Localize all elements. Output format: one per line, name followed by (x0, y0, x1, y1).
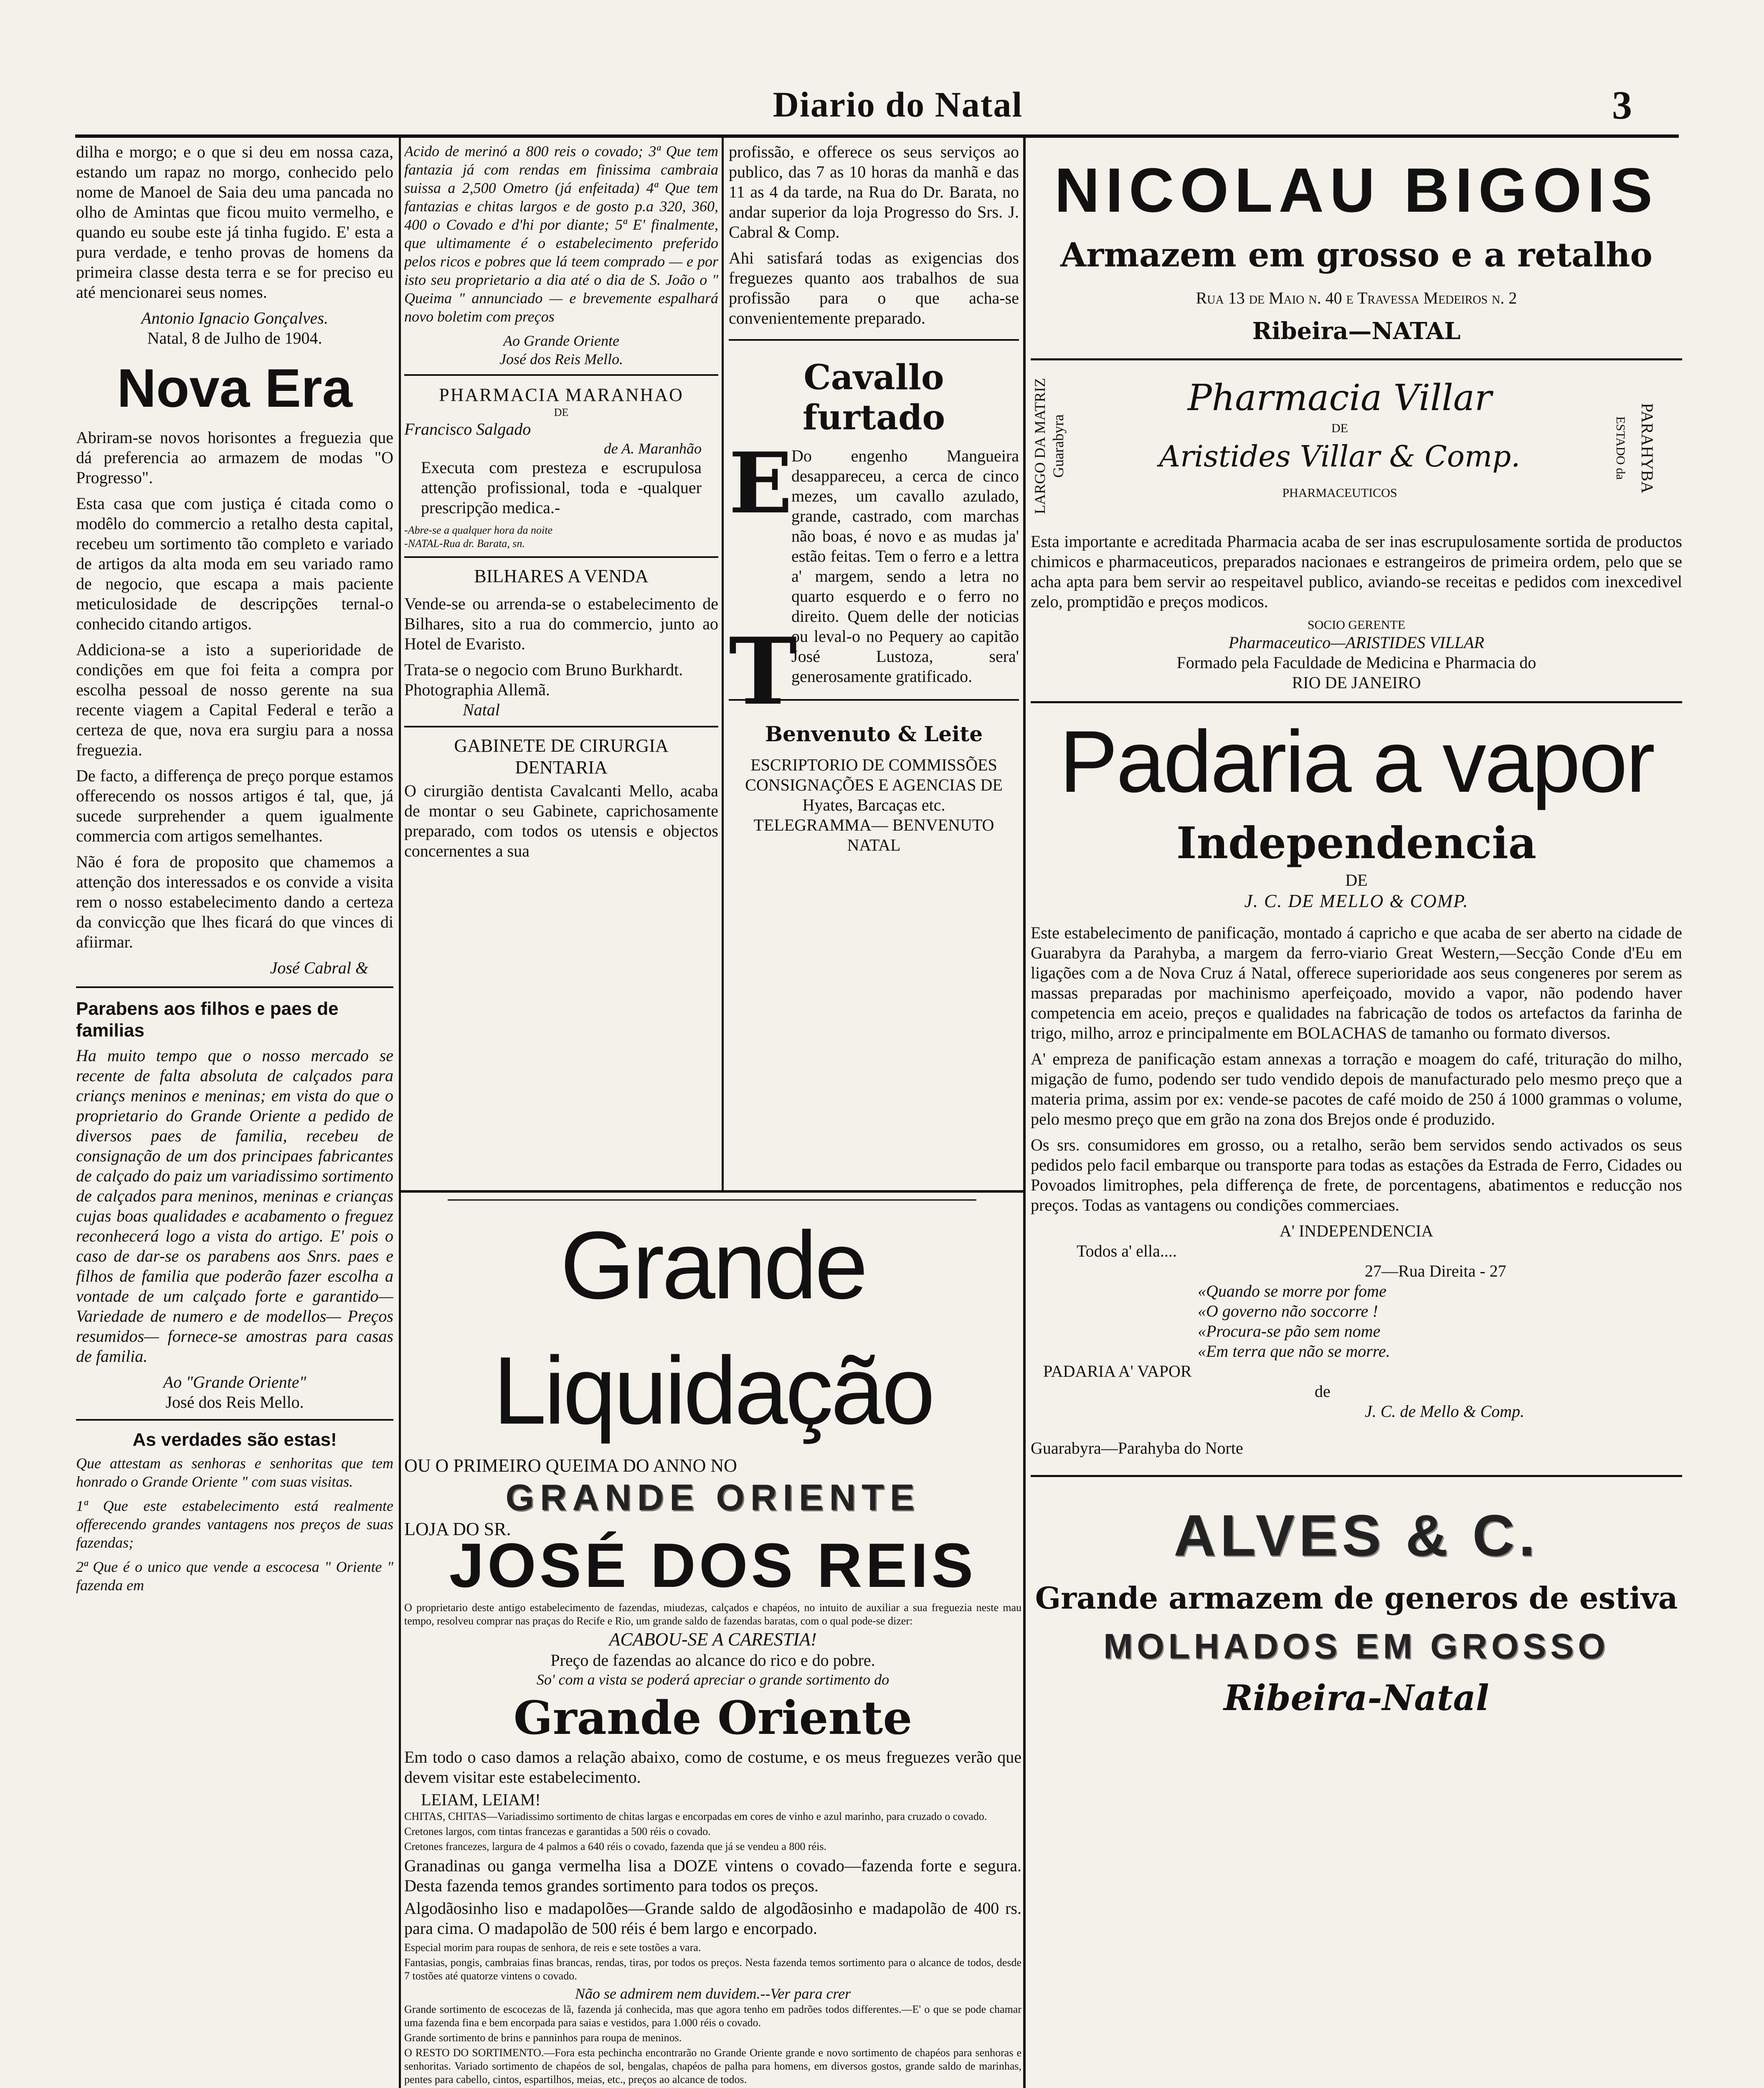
bilhares-photographia: Photographia Allemã. (404, 680, 550, 699)
padaria-owner: J. C. DE MELLO & COMP. (1244, 891, 1469, 911)
pharmacia-owner: Francisco Salgado (404, 420, 531, 438)
verdades-p2: 1ª Que este estabelecimento está realmente offerecendo grandes vantagens nos preços de suas fazendas; (76, 1498, 393, 1551)
nova-era-p4: De facto, a differença de preço porque estamos offerecendo os nossos artigos é tal, que, já sucede surprehender a quem igualmente commercia com artigos semelhantes. (76, 766, 393, 845)
villar-formado: Formado pela Faculdade de Medicina e Pharmacia do (1176, 653, 1536, 672)
padaria-p2: A' empreza de panificação estam annexas a torração e moagem do café, trituração do milho, migação de fumo, podendo ser tudo vendido depois de manufacturado pelo mesmo preço que a materia prima, assim por ex: vende-se pacotes de café moido de 250 á 1000 grammas o volume, pelo mesmo preço que em grão na zona dos Brejos onde é produzido. (1031, 1049, 1682, 1128)
bilhares-city: Natal (463, 700, 500, 719)
pharmacia-title: PHARMACIA MARANHAO (439, 385, 684, 405)
liquidacao-line-2: Preço de fazendas ao alcance do rico e do pobre. (550, 1651, 875, 1670)
escocezas: Grande sortimento de escocezas de lã, fazenda já conhecida, mas que agora tenho em padrões todos differentes.—E' o que se pode chamar uma fazenda fina e bem encorpada para saias e vestidos, para 1.000 réis o covado. (404, 2003, 1021, 2029)
bilhares-body-2: Trata-se o negocio com Bruno Burkhardt. (404, 660, 683, 679)
liquidacao-slogan: ACABOU-SE A CARESTIA! (609, 1629, 817, 1650)
owner-banner: JOSÉ DOS REIS (449, 1530, 977, 1600)
nova-era-p5: Não é fora de proposito que chamemos a attenção dos interessados e os convide a visita rem o nosso estabelecimento dando a certeza da convicção que lhes ficará do que vinces di afiirmar. (76, 852, 393, 951)
padaria-p1: Este estabelecimento de panificação, montado á capricho e que acaba de ser aberto na cidade de Guarabyra da Parahyba, a margem da ferro-viario Great Western,—Secção Conde d'Eu em ligações com a de Nova Cruz á Natal, offerece superioridade aos seus congeneres por serem as massas preparadas por machinismo aperfeiçoado, movido a vapor, não podendo haver competencia em aceio, preços e qualidades na fabricação de todos os artefactos da farinha de trigo, milho, arroz e principalmente em BOLACHAS de tamanho ou formato diversos. (1031, 923, 1682, 1042)
divider (1031, 358, 1682, 360)
verdades-title: As verdades são estas! (132, 1429, 337, 1450)
nova-era-p3: Addiciona-se a isto a superioridade de condições em que foi feita a compra por escolha pessoal de nosso gerente na sua recente viagem a Capital Federal e terão a certeza de que, nova era surgiu para a nossa freguezia. (76, 640, 393, 759)
villar-socio: SOCIO GERENTE (1307, 618, 1406, 632)
nova-era-signature: José Cabral & (270, 958, 368, 977)
bigois-subtitle: Armazem em grosso e a retalho (1060, 235, 1652, 274)
villar-title: Pharmacia Villar (1187, 377, 1492, 419)
bigois-title: NICOLAU BIGOIS (1054, 155, 1659, 225)
oriente-list: Acido de merinó a 800 reis o covado; 3ª Que tem fantazia já com rendas em finissima cambraia suissa a 2,500 Ometro (já enfeitada) 4ª Que tem fantazias e chitas largos e de gosto p.a 320, 360, 400 o Covado e d'hi por diante; 5ª E' finalmente, que ultimamente é o estabelecimento preferido pelos ricos e pobres que lá teem comprado — e por isto seu proprietario a dia até o dia de S. João o " Queima " annunciado — e brevemente espalhará novo boletim com preços (404, 143, 718, 325)
algodao: Algodãosinho liso e madapolões—Grande saldo de algodãosinho e madapolão de 400 rs. para cima. O madapolão de 500 réis é bem largo e encorpado. (404, 1899, 1021, 1938)
liquidacao-ad (404, 1203, 1021, 2088)
padaria-city: Guarabyra—Parahyba do Norte (1031, 1439, 1243, 1457)
verdades-p1: Que attestam as senhoras e senhoritas que tem honrado o Grande Oriente " com suas visitas. (76, 1455, 393, 1490)
alves-subtitle-2: MOLHADOS EM GROSSO (1103, 1627, 1609, 1666)
padaria-title: Padaria a vapor (1059, 712, 1654, 811)
gabinete-continued: profissão, e offerece os seus serviços ao publico, das 7 as 10 horas da manhã e das 11 as 4 da tarde, na Rua do Dr. Barata, no andar superior da loja Progresso do Srs. J. Cabral & Comp. (729, 142, 1019, 241)
gabinete-body: O cirurgião dentista Cavalcanti Mello, acaba de montar o seu Gabinete, caprichosamente preparado, com todos os utensis e objectos concernentes a sua (404, 781, 718, 860)
verse-3: «Procura-se pão sem nome (1198, 1322, 1381, 1340)
alves-city: Ribeira-Natal (1224, 1677, 1489, 1718)
gabinete-title-2: DENTARIA (515, 757, 608, 778)
page-number: 3 (1612, 83, 1632, 127)
cavallo-title: Cavallo furtado (802, 357, 945, 438)
drop-cap-e: E (729, 434, 793, 532)
divider (76, 986, 393, 988)
villar-socio-name: Pharmaceutico—ARISTIDES VILLAR (1228, 633, 1485, 652)
oriente-sig-2: José dos Reis Mello. (499, 351, 623, 367)
padaria-subtitle: Independencia (1176, 817, 1537, 869)
drop-cap-t: T (729, 617, 797, 725)
villar-de: DE (1331, 421, 1348, 435)
column-rule-1 (399, 138, 401, 2088)
granadinas: Granadinas ou ganga vermelha lisa a DOZE vintens o covado—fazenda forte e segura. Desta fazenda temos grandes sortimento para todos os preços. (404, 1856, 1021, 1895)
villar-body: Esta importante e acreditada Pharmacia acaba de ser inas escrupulosamente sortida de productos chimicos e pharmaceuticos, preparados nacionaes e estrangeiros de primeira ordem, pelo que se acha apta para bem servir ao respeitavel publico, aviando-se receitas e pedidos com inexcedivel zelo, promptidão e preços modicos. (1031, 532, 1682, 611)
letter-text: dilha e morgo; e o que si deu em nossa caza, estando um rapaz no morgo, conhecido pelo nome de Manoel de Saia deu uma pancada no olho de Amintas que ficou muito vermelho, e quando eu soube este já tinha fugido. E' esta a pura verdade, e tenho provas de homens da primeira classe desta terra e se for preciso eu até mencionarei seus nomes. (76, 142, 393, 302)
benvenuto-city: NATAL (847, 836, 901, 854)
alves-subtitle: Grande armazem de generos de estiva (1035, 1580, 1678, 1616)
leiam: LEIAM, LEIAM! (421, 1790, 541, 1809)
divider (404, 726, 718, 727)
store-name-2: Grande Oriente (513, 1691, 912, 1745)
bilhares-body: Vende-se ou arrenda-se o estabelecimento de Bilhares, sito a rua do commercio, junto ao Hotel de Evaristo. (404, 594, 718, 653)
cavallo-body: Do engenho Mangueira desappareceu, a cerca de cinco mezes, um cavallo azulado, grande, castrado, com marchas não boas, é novo e as mudas ja' estão feitas. Tem o ferro e a lettra a' margem, sendo a letra no quarto esquerdo e o ferro no direito. Quem delle der noticias ou leval-o no Pequery ao capitão José Lustoza, sera' generosamente gratificado. (791, 446, 1019, 686)
villar-parahyba: PARAHYBA (1638, 403, 1657, 494)
alves-title: ALVES & C. (1173, 1503, 1539, 1568)
column-2 (404, 142, 718, 1190)
parabens-title: Parabens aos filhos e paes de familias (76, 998, 339, 1041)
padaria-de: DE (1345, 871, 1368, 889)
bigois-address: Rua 13 de Maio n. 40 e Travessa Medeiros n. 2 (1196, 289, 1517, 307)
gabinete-continued-2: Ahi satisfará todas as exigencias dos freguezes quanto aos trabalhos de sua profissão para o que acha-se convenientemente preparado. (729, 248, 1019, 327)
benvenuto-body-2: Hyates, Barcaças etc. (802, 796, 945, 814)
padaria-name: PADARIA A' VAPOR (1043, 1362, 1192, 1381)
padaria-p3: Os srs. consumidores em grosso, ou a retalho, serão bem servidos sendo activados os seus pedidos pelo facil embarque ou transporte para todas as estações da Estrada de Ferro, Cidades ou Povoados limitrophes, pela differença de frete, de porcentagens, abatimentos e reducção nos preços. Todas as vantagens ou condições commerciaes. (1031, 1135, 1682, 1214)
verse-4: «Em terra que não se morre. (1198, 1342, 1390, 1361)
nova-era-p1: Abriram-se novos horisontes a freguezia que dá preferencia ao armazem de modas "O Progresso". (76, 428, 393, 487)
cretones-1: Cretones largos, com tintas francezas e garantidas a 500 réis o covado. (404, 1825, 711, 1837)
loja-label: LOJA DO SR. (404, 1519, 511, 1539)
liquidacao-line-3: So' com a vista se poderá apreciar o grande sortimento do (536, 1671, 890, 1688)
pharmacia-body: Executa com presteza e escrupulosa attenção profissional, toda e -qualquer prescripção medica.- (421, 458, 702, 517)
letter-dateline: Natal, 8 de Julho de 1904. (147, 329, 322, 347)
benvenuto-title: Benvenuto & Leite (765, 722, 983, 746)
nova-era-title: Nova Era (117, 357, 352, 418)
bilhares-title: BILHARES A VENDA (474, 566, 649, 586)
column-3 (729, 142, 1019, 1190)
bigois-city: Ribeira—NATAL (1252, 317, 1461, 345)
gabinete-title-1: GABINETE DE CIRURGIA (454, 735, 669, 756)
divider (404, 556, 718, 558)
fantasias: Fantasias, pongis, cambraias finas brancas, rendas, tiras, por todos os preços. Nesta fazenda temos sortimento para o alcance de todos, desde 7 tostões até quatorze vintens o covado. (404, 1956, 1021, 1982)
liquidacao-title: Grande Liquidação (493, 1211, 933, 1444)
verse-2: «O governo não soccorre ! (1198, 1302, 1378, 1320)
store-banner: GRANDE ORIENTE (505, 1477, 920, 1518)
parabens-sig-1: Ao "Grande Oriente" (163, 1373, 307, 1391)
liquidacao-intro: O proprietario deste antigo estabelecimento de fazendas, miudezas, calçados e chapéos, no intuito de auxiliar a sua freguezia neste mau tempo, resolveu comprar nas praças do Recife e Rio, um grande saldo de fazendas baratas, com o qual pode-se dizer: (404, 1601, 1021, 1627)
liquidacao-p1: Em todo o caso damos a relação abaixo, como de costume, e os meus freguezes verão que devem visitar este estabelecimento. (404, 1748, 1021, 1786)
pharmacia-hours: -Abre-se a qualquer hora da noite (404, 524, 553, 536)
liquidacao-top-rule (401, 1190, 1023, 1193)
parabens-body: Ha muito tempo que o nosso mercado se recente de falta absoluta de calçados para criançs meninos e meninas; em vista do que o proprietario do Grande Oriente a pedido de diversos paes de familia, recebeu de consignação de um dos principaes fabricantes de calçado do paiz um variadissimo sortimento de calçados para meninos, meninas e crianças cujas boas qualidades e acabamento o freguez reconhecerá logo a vista do artigo. E' pois o caso de dar-se os parabens aos Snrs. paes e filhos de familia que poderão fazer escolha a vontade de um calçado forte e garantido—Variedade de numero e de modellos— Preços resumidos— fornece-se amostras para casas de familia. (76, 1046, 393, 1366)
parabens-sig-2: José dos Reis Mello. (165, 1393, 304, 1411)
pharmacia-address: -NATAL-Rua dr. Barata, sn. (404, 537, 525, 550)
padaria-de-2: de (1315, 1382, 1331, 1401)
padaria-address: 27—Rua Direita - 27 (1365, 1262, 1506, 1280)
liquidacao-line-1: OU O PRIMEIRO QUEIMA DO ANNO NO (404, 1455, 737, 1476)
column-rule-2 (722, 138, 724, 1190)
padaria-todos: Todos a' ella.... (1077, 1242, 1177, 1260)
villar-rio: RIO DE JANEIRO (1292, 673, 1421, 692)
benvenuto-body: ESCRIPTORIO DE COMMISSÕES CONSIGNAÇÕES E AGENCIAS DE (745, 755, 1003, 794)
column-1 (76, 142, 393, 2088)
chitas: CHITAS, CHITAS—Variadissimo sortimento de chitas largas e encorpadas em cores de vinho e azul marinho, para cruzado o covado. (404, 1810, 987, 1822)
morim: Especial morim para roupas de senhora, de reis e sete tostões a vara. (404, 1941, 701, 1954)
pharmacia-owner-2: de A. Maranhão (603, 440, 702, 457)
padaria-owner-2: J. C. de Mello & Comp. (1365, 1402, 1525, 1421)
divider (1031, 1475, 1682, 1477)
header-rule (75, 134, 1679, 138)
verdades-p3: 2ª Que é o unico que vende a escocesa " Oriente " fazenda em (76, 1558, 393, 1594)
liquidacao-inner-rule (448, 1199, 976, 1201)
oriente-sig-1: Ao Grande Oriente (503, 332, 619, 349)
divider (404, 374, 718, 376)
resto-sortimento: O RESTO DO SORTIMENTO.—Fora esta pechincha encontrarão no Grande Oriente grande e novo sortimento de chapéos para senhoras e senhoritas. Variado sortimento de chapéos de sol, bengalas, chapéos de palha para homens, em diversos gostos, grande saldo de marinhas, pentes para cabello, cintos, espartilhos, meias, etc., preços ao alcance de todos. (404, 2047, 1021, 2085)
masthead-title: Diario do Natal (773, 84, 1023, 124)
divider (729, 339, 1019, 341)
verse-1: «Quando se morre por fome (1198, 1282, 1386, 1300)
letter-signature: Antonio Ignacio Gonçalves. (141, 309, 328, 327)
pharmacia-de: DE (554, 406, 569, 418)
column-rule-3 (1023, 138, 1026, 2088)
padaria-independencia: A' INDEPENDENCIA (1279, 1221, 1434, 1240)
brins: Grande sortimento de brins e panninhos para roupa de meninos. (404, 2032, 682, 2044)
nao-admirem: Não se admirem nem duvidem.--Ver para crer (575, 1985, 851, 2002)
benvenuto-telegram: TELEGRAMMA— BENVENUTO (753, 816, 994, 834)
villar-left-side: LARGO DA MATRIZ Guarabyra (1032, 378, 1067, 514)
villar-subtitle: PHARMACEUTICOS (1282, 486, 1397, 500)
cretones-2: Cretones francezes, largura de 4 palmos a 640 réis o covado, fazenda que já se vendeu a 800 réis. (404, 1840, 826, 1852)
nova-era-p2: Esta casa que com justiça é citada como o modêlo do commercio a retalho desta capital, recebeu um sortimento tão completo e variado de artigos da alta moda em seu variado ramo de negocio, que escapa a mais paciente meticulosidade de descripções ternal-o conhecido citando artigos. (76, 494, 393, 633)
right-column (1031, 142, 1682, 2088)
divider (76, 1419, 393, 1421)
villar-owner: Aristides Villar & Comp. (1159, 439, 1521, 474)
divider (1031, 701, 1682, 703)
villar-estado: ESTADO da (1614, 416, 1627, 480)
